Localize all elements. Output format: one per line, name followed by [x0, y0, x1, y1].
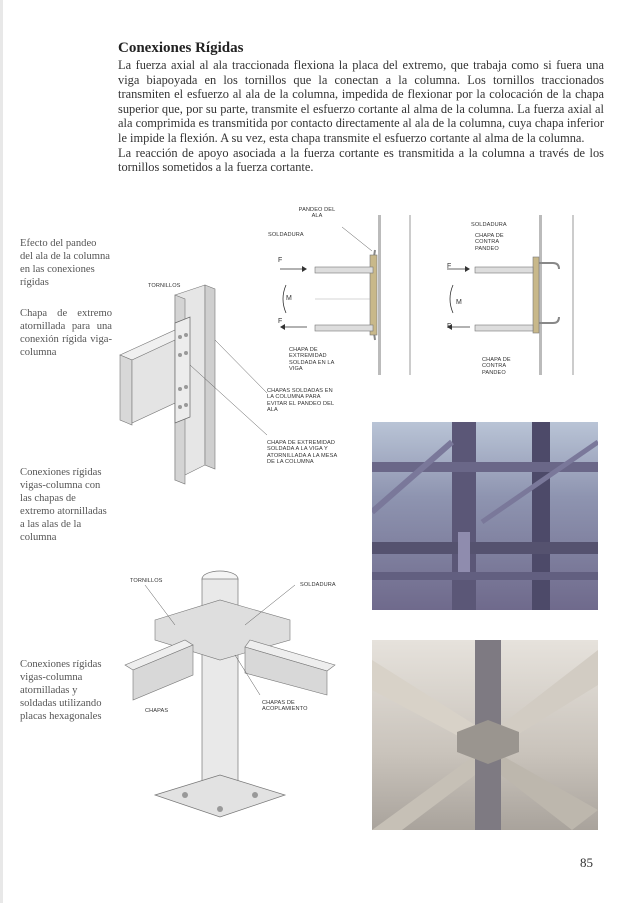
label-chapas: CHAPAS: [145, 708, 169, 714]
label-soldadura-3: SOLDADURA: [300, 582, 336, 588]
leader-line: [342, 227, 372, 251]
column-flange-line: [378, 215, 381, 375]
label-chapas-acoplamiento: CHAPAS DE ACOPLAMIENTO: [262, 700, 308, 713]
label-tornillos-2: TORNILLOS: [130, 578, 163, 584]
diagram-placas-hexagonales: [115, 565, 345, 825]
beam-top-flange: [475, 267, 533, 273]
caption-chapa-extremo: Chapa de extremo atornillada para una conexión rígida viga-columna: [20, 308, 112, 358]
beam-side: [120, 355, 132, 425]
bolt: [178, 405, 182, 409]
beam: [372, 572, 598, 580]
bolt: [178, 335, 182, 339]
beam-bottom-flange: [315, 325, 373, 331]
bolt: [184, 351, 188, 355]
label-chapas-soldadas: CHAPAS SOLDADAS EN LA COLUMNA PARA EVITAR EL PANDEO DEL ALA: [267, 388, 334, 414]
label-moment-2: M: [456, 299, 462, 306]
photo-hexagonal-connection: [372, 640, 598, 830]
bolt: [178, 387, 182, 391]
anchor-bolt: [252, 792, 258, 798]
beam-top-flange: [315, 267, 373, 273]
leader-line: [215, 340, 267, 393]
label-soldadura-1: SOLDADURA: [268, 232, 304, 238]
label-force-1-top: F: [278, 257, 283, 264]
photo-steel-frame: [372, 422, 598, 610]
label-pandeo-ala: PANDEO DEL ALA: [298, 207, 336, 220]
label-moment-1: M: [286, 295, 292, 302]
paragraph-1: La fuerza axial al ala traccionada flexiona la placa del extremo, que trabaja como si fuera una viga biapoyada en los tornillos que la conectan a la columna. Los tornillos traccionados transmiten el esfuerzo al ala de la columna, impedida de flexionar por la colocación de la chapa superior que, por su parte, transmite el esfuerzo cortante al alma de la columna. La fuerza axial al ala comprimida es transmitida por contacto directamente al ala de la columna, cuya chapa inferior le impide la flexión. A su vez, esta chapa transmite el esfuerzo cortante al alma de la columna.: [118, 58, 604, 145]
bolt: [184, 385, 188, 389]
column: [532, 422, 550, 610]
beam: [372, 542, 598, 554]
bolt: [184, 333, 188, 337]
caption-conexiones-alas: Conexiones rígidas vigas-columna con las chapas de extremo atornilladas a las alas de la columna: [20, 467, 107, 543]
label-soldadura-2: SOLDADURA: [471, 222, 507, 228]
column-flange-line: [539, 215, 542, 375]
page-number: 85: [580, 855, 593, 870]
label-tornillos-1: TORNILLOS: [148, 283, 181, 289]
page-edge: [0, 0, 3, 903]
moment-arc: [450, 285, 453, 313]
label-chapa-extremidad-2: CHAPA DE EXTREMIDAD SOLDADA A LA VIGA Y ATORNILLADA A LA MESA DE LA COLUMNA: [267, 440, 337, 466]
section-title: Conexiones Rígidas: [118, 40, 244, 56]
main-text: [118, 40, 604, 175]
column-side: [205, 285, 215, 469]
beam: [372, 755, 475, 830]
label-chapa-extremidad-1: CHAPA DE EXTREMIDAD SOLDADA EN LA VIGA: [289, 347, 335, 373]
arrowhead-top: [465, 266, 470, 272]
beam-1: [280, 255, 370, 345]
column: [452, 422, 476, 610]
end-plate: [175, 317, 190, 423]
diagram-chapa-extremo: [115, 285, 265, 485]
bolt: [184, 403, 188, 407]
diagram-contra-pandeo: [525, 215, 615, 375]
paragraph-2: La reacción de apoyo asociada a la fuerza cortante es transmitida a la columna a través de los tornillos sometidos a la fuerza cortante.: [118, 145, 604, 175]
caption-pandeo: Efecto del pandeo del ala de la columna en las conexiones rígidas: [20, 238, 111, 288]
label-force-1-bottom: F: [278, 318, 283, 325]
anchor-bolt: [182, 792, 188, 798]
label-contra-pandeo-bottom: CHAPA DE CONTRA PANDEO: [482, 357, 511, 376]
beam-bottom-flange: [475, 325, 533, 331]
label-force-2-top: F: [447, 263, 452, 270]
caption-placas-hexagonales: Conexiones rígidas vigas-columna atornilladas y soldadas utilizando placas hexagonales: [20, 659, 102, 722]
arrowhead-top: [302, 266, 307, 272]
label-contra-pandeo-top: CHAPA DE CONTRA PANDEO: [475, 233, 504, 252]
anchor-bolt: [217, 806, 223, 812]
beam: [501, 755, 598, 830]
label-force-2-bottom: F: [447, 323, 452, 330]
bolt: [178, 353, 182, 357]
brace: [372, 442, 452, 512]
end-plate: [458, 532, 470, 572]
